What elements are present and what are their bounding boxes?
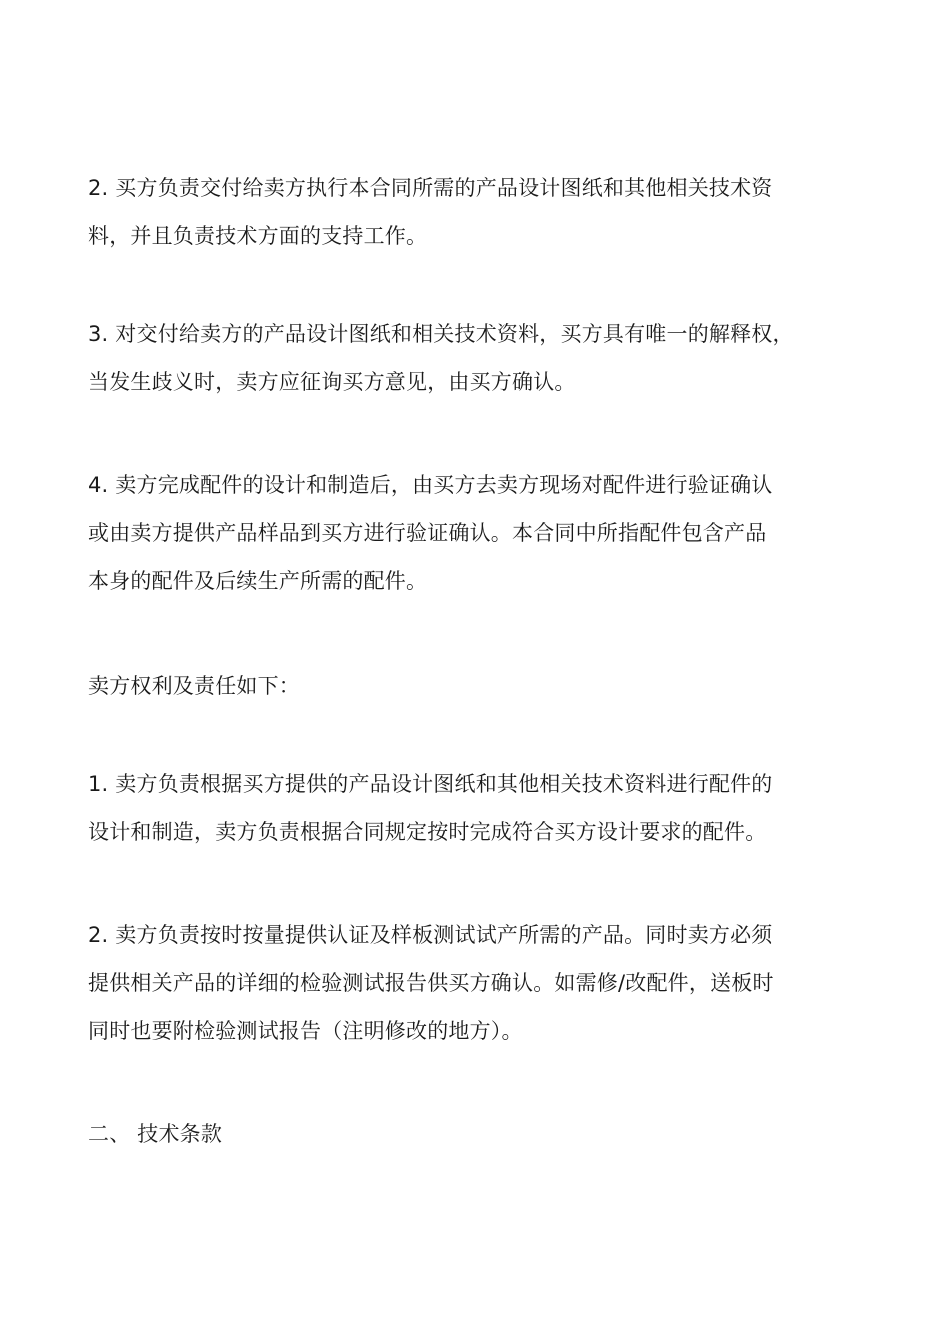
seller-obligation-1 (88, 760, 878, 856)
section-heading-technical-terms (88, 1110, 878, 1158)
seller-obligation-2 (88, 911, 878, 1055)
text-line: 同时也要附检验测试报告（注明修改的地方）。 (88, 1019, 523, 1043)
text-line: 1. 卖方负责根据买方提供的产品设计图纸和其他相关技术资料进行配件的 (88, 772, 773, 796)
text-line: 提供相关产品的详细的检验测试报告供买方确认。如需修/改配件，送板时 (88, 971, 774, 995)
text-line: 2. 卖方负责按时按量提供认证及样板测试试产所需的产品。同时卖方必须 (88, 923, 773, 947)
text-line: 设计和制造，卖方负责根据合同规定按时完成符合买方设计要求的配件。 (88, 820, 767, 844)
text-line: 本身的配件及后续生产所需的配件。 (88, 569, 428, 593)
buyer-obligation-2 (88, 164, 878, 260)
text-line: 2. 买方负责交付给卖方执行本合同所需的产品设计图纸和其他相关技术资 (88, 176, 773, 200)
text-line: 4. 卖方完成配件的设计和制造后，由买方去卖方现场对配件进行验证确认 (88, 473, 773, 497)
text-line: 卖方权利及责任如下： (88, 674, 300, 698)
text-line: 二、 技术条款 (88, 1122, 223, 1146)
seller-rights-heading (88, 662, 878, 710)
buyer-obligation-3 (88, 310, 878, 406)
buyer-obligation-4 (88, 461, 878, 605)
text-line: 3. 对交付给卖方的产品设计图纸和相关技术资料，买方具有唯一的解释权， (88, 322, 794, 346)
text-line: 当发生歧义时，卖方应征询买方意见，由买方确认。 (88, 370, 576, 394)
text-line: 或由卖方提供产品样品到买方进行验证确认。本合同中所指配件包含产品 (88, 521, 767, 545)
text-line: 料，并且负责技术方面的支持工作。 (88, 224, 428, 248)
